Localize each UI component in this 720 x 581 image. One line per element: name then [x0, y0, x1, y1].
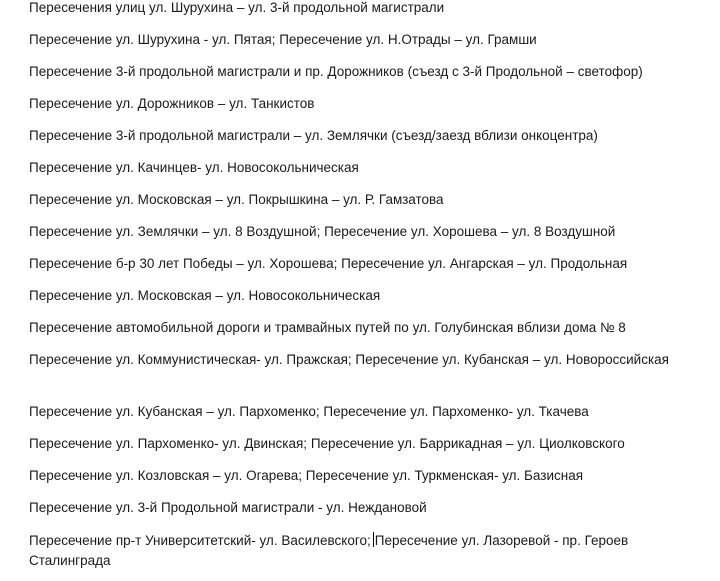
list-item: Пересечение ул. Землячки – ул. 8 Воздушной; Пересечение ул. Хорошева – ул. 8 Воздушной — [29, 224, 616, 239]
list-item: Пересечение ул. 3-й Продольной магистрали - ул. Неждановой — [29, 500, 427, 515]
list-item: Пересечение 3-й продольной магистрали – ул. Землячки (съезд/заезд вблизи онкоцентра) — [29, 128, 598, 143]
list-item: Пересечение ул. Козловская – ул. Огарева; Пересечение ул. Туркменская- ул. Базисная — [29, 468, 584, 483]
list-item-text-before-cursor: Пересечение пр-т Университетский- ул. Василевского; — [29, 533, 371, 548]
text-cursor — [373, 532, 374, 547]
list-item — [29, 531, 694, 571]
list-item: Пересечение ул. Московская – ул. Покрышкина – ул. Р. Гамзатова — [29, 192, 444, 207]
list-item: Пересечение автомобильной дороги и трамвайных путей по ул. Голубинская вблизи дома № 8 — [29, 320, 626, 335]
list-item: Пересечение ул. Шурухина - ул. Пятая; Пересечение ул. Н.Отрады – ул. Грамши — [29, 32, 537, 47]
list-item: Пересечения улиц ул. Шурухина – ул. 3-й продольной магистрали — [29, 0, 445, 15]
list-item: Пересечение 3-й продольной магистрали и пр. Дорожников (съезд с 3-й Продольной – светофор) — [29, 64, 643, 79]
list-item-text-after-cursor: Пересечение ул. Лазоревой - пр. Героев Сталинграда — [29, 533, 629, 568]
list-item: Пересечение ул. Пархоменко- ул. Двинская; Пересечение ул. Баррикадная – ул. Циолковского — [29, 436, 625, 451]
list-item: Пересечение ул. Дорожников – ул. Танкистов — [29, 96, 315, 111]
list-item: Пересечение ул. Качинцев- ул. Новосокольническая — [29, 160, 359, 175]
list-item: Пересечение ул. Коммунистическая- ул. Пражская; Пересечение ул. Кубанская – ул. Новороссийская — [29, 352, 669, 367]
list-item: Пересечение б-р 30 лет Победы – ул. Хорошева; Пересечение ул. Ангарская – ул. Продольная — [29, 256, 628, 271]
list-item: Пересечение ул. Московская – ул. Новосокольническая — [29, 288, 381, 303]
list-item: Пересечение ул. Кубанская – ул. Пархоменко; Пересечение ул. Пархоменко- ул. Ткачева — [29, 404, 589, 419]
